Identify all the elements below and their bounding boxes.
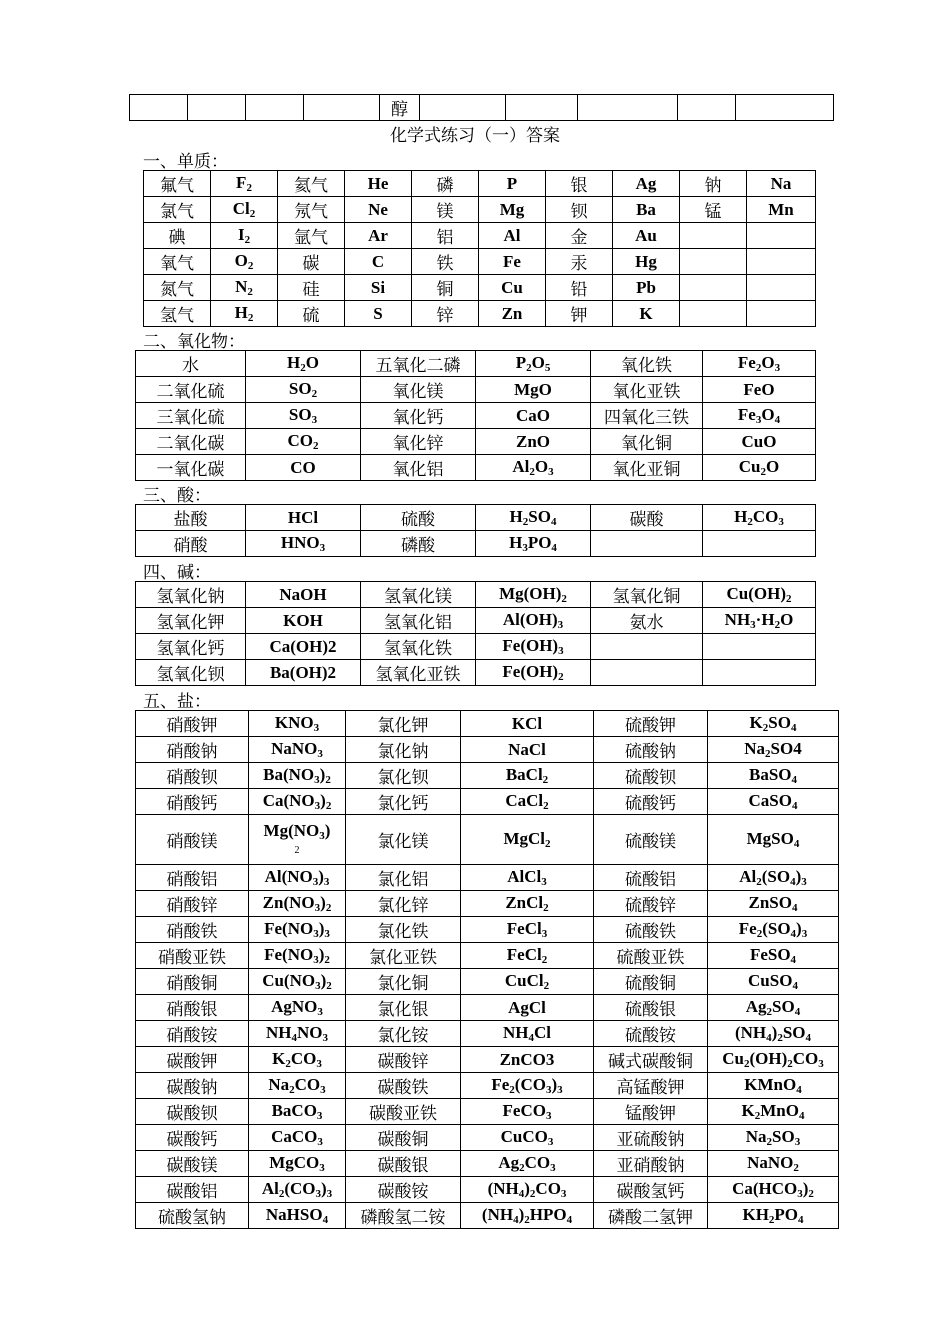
formula-cell: P [479,171,546,197]
name-cell: 氦气 [278,171,345,197]
table-row [136,815,839,865]
name-cell: 锌 [412,301,479,327]
formula-cell: FeCl$_3$ [461,917,594,943]
formula-cell: FeSO$_4$ [708,943,839,969]
salts-table [135,710,839,1229]
name-cell: 氢氧化铝 [361,608,476,634]
name-cell: 银 [546,171,613,197]
oxides-table [135,350,816,481]
name-cell: 钡 [546,197,613,223]
name-cell: 氢氧化铜 [591,582,703,608]
formula-cell: Au [613,223,680,249]
name-cell: 碳酸 [591,505,703,531]
formula-cell: $H_3PO_4$ [476,531,591,557]
formula-cell: NaNO$_2$ [708,1151,839,1177]
name-cell: 氧化锌 [361,429,476,455]
formula-cell: K [613,301,680,327]
table-row [136,891,839,917]
name-cell: 硝酸铜 [136,969,249,995]
formula-cell: Ba [613,197,680,223]
top-cell [678,95,736,121]
name-cell: 金 [546,223,613,249]
name-cell: 三氧化硫 [136,403,246,429]
name-cell [680,275,747,301]
formula-cell: NaHSO$_4$ [249,1203,346,1229]
top-cell [304,95,380,121]
formula-cell: HCl [246,505,361,531]
name-cell: 亚硝酸钠 [594,1151,708,1177]
top-cell [188,95,246,121]
formula-cell: KCl [461,711,594,737]
formula-cell: NaCl [461,737,594,763]
table-row [136,660,816,686]
name-cell: 铅 [546,275,613,301]
name-cell: 氢氧化亚铁 [361,660,476,686]
name-cell: 硝酸钾 [136,711,249,737]
name-cell: 五氧化二磷 [361,351,476,377]
name-cell: 氧化亚铁 [591,377,703,403]
name-cell: 碳酸钾 [136,1047,249,1073]
formula-cell: CuCO$_3$ [461,1125,594,1151]
name-cell: 硅 [278,275,345,301]
formula-cell: KOH [246,608,361,634]
name-cell: 碳酸镁 [136,1151,249,1177]
name-cell: 氯气 [144,197,211,223]
formula-cell: $Al(NO_3)_3$ [249,865,346,891]
formula-cell: $Cl_2$ [211,197,278,223]
name-cell: 铜 [412,275,479,301]
name-cell: 硝酸铝 [136,865,249,891]
name-cell: 硝酸锌 [136,891,249,917]
name-cell: 硝酸铁 [136,917,249,943]
name-cell: 氯化亚铁 [346,943,461,969]
acids-table [135,504,816,557]
top-cell [578,95,678,121]
name-cell [591,634,703,660]
formula-cell: Cu [479,275,546,301]
section-heading-elements: 一、单质： [143,152,228,172]
formula-cell: $(NH_4)_2HPO_4$ [461,1203,594,1229]
name-cell: 钾 [546,301,613,327]
table-row [136,737,839,763]
name-cell: 碳酸铵 [346,1177,461,1203]
formula-cell: Fe [479,249,546,275]
name-cell: 氢气 [144,301,211,327]
bases-table [135,581,816,686]
name-cell: 氧化镁 [361,377,476,403]
formula-cell: $CO_2$ [246,429,361,455]
section-heading-oxides: 二、氧化物： [143,332,245,352]
name-cell: 一氧化碳 [136,455,246,481]
formula-cell: KMnO$_4$ [708,1073,839,1099]
name-cell: 硫酸银 [594,995,708,1021]
formula-cell: $K_2MnO_4$ [708,1099,839,1125]
formula-cell: $I_2$ [211,223,278,249]
formula-cell [747,249,816,275]
formula-cell: Ag [613,171,680,197]
formula-cell: Al [479,223,546,249]
formula-cell: $Fe(OH)_2$ [476,660,591,686]
table-row [136,995,839,1021]
formula-cell: $Zn(NO_3)_2$ [249,891,346,917]
formula-cell: $K_2CO_3$ [249,1047,346,1073]
table-row [136,351,816,377]
formula-cell: MgCl$_2$ [461,815,594,865]
formula-cell: $Ag_2CO_3$ [461,1151,594,1177]
formula-cell: FeCl$_2$ [461,943,594,969]
name-cell: 水 [136,351,246,377]
table-row [136,505,816,531]
formula-cell: FeO [703,377,816,403]
name-cell: 碳酸亚铁 [346,1099,461,1125]
name-cell: 锰 [680,197,747,223]
name-cell: 亚硫酸钠 [594,1125,708,1151]
formula-cell: $Ag_2SO_4$ [708,995,839,1021]
table-row [136,608,816,634]
formula-cell [747,301,816,327]
name-cell: 硝酸钡 [136,763,249,789]
table-row [144,223,816,249]
formula-cell [747,223,816,249]
formula-cell: $F_2$ [211,171,278,197]
name-cell: 氢氧化钙 [136,634,246,660]
formula-cell: $Cu_2(OH)_2CO_3$ [708,1047,839,1073]
name-cell: 二氧化硫 [136,377,246,403]
table-row [136,531,816,557]
formula-cell: NaNO$_3$ [249,737,346,763]
formula-cell: He [345,171,412,197]
formula-cell: $Fe_2(CO_3)_3$ [461,1073,594,1099]
name-cell: 氢氧化钡 [136,660,246,686]
formula-cell: ZnSO$_4$ [708,891,839,917]
formula-cell: BaCl$_2$ [461,763,594,789]
name-cell: 硫酸镁 [594,815,708,865]
formula-cell: $Al_2(CO_3)_3$ [249,1177,346,1203]
name-cell: 硫酸铵 [594,1021,708,1047]
formula-cell: $K_2SO_4$ [708,711,839,737]
formula-cell: NaOH [246,582,361,608]
formula-cell: CuO [703,429,816,455]
formula-cell: CuSO$_4$ [708,969,839,995]
formula-cell: $NH_4Cl$ [461,1021,594,1047]
name-cell: 氖气 [278,197,345,223]
name-cell: 硫 [278,301,345,327]
name-cell [591,660,703,686]
table-row [136,455,816,481]
name-cell: 氩气 [278,223,345,249]
formula-cell: Ne [345,197,412,223]
name-cell: 硫酸钙 [594,789,708,815]
formula-cell [703,531,816,557]
name-cell: 磷 [412,171,479,197]
table-row [136,403,816,429]
name-cell: 氧化钙 [361,403,476,429]
formula-cell [747,275,816,301]
formula-cell: $H_2$ [211,301,278,327]
name-cell: 氧化亚铜 [591,455,703,481]
formula-cell: $Fe_2O_3$ [703,351,816,377]
formula-cell: Si [345,275,412,301]
formula-cell: MgSO$_4$ [708,815,839,865]
section-heading-bases: 四、碱： [143,563,211,583]
name-cell: 硫酸钠 [594,737,708,763]
formula-cell: CaSO$_4$ [708,789,839,815]
name-cell: 碳酸钙 [136,1125,249,1151]
formula-cell: $NH_4NO_3$ [249,1021,346,1047]
name-cell [680,223,747,249]
formula-cell: $Fe_3O_4$ [703,403,816,429]
name-cell: 氢氧化钠 [136,582,246,608]
name-cell: 钠 [680,171,747,197]
table-row [144,249,816,275]
name-cell: 氯化镁 [346,815,461,865]
formula-cell: $Mg(NO_3)$ 2 [249,815,346,865]
table-row [136,429,816,455]
name-cell: 磷酸二氢钾 [594,1203,708,1229]
table-row [144,171,816,197]
name-cell: 硝酸镁 [136,815,249,865]
top-cell [246,95,304,121]
section-heading-salts: 五、盐： [143,692,211,712]
name-cell: 硝酸钙 [136,789,249,815]
name-cell: 四氧化三铁 [591,403,703,429]
formula-cell: CaCO$_3$ [249,1125,346,1151]
name-cell: 硫酸氢钠 [136,1203,249,1229]
name-cell: 氯化钠 [346,737,461,763]
formula-cell [703,660,816,686]
table-row [136,865,839,891]
formula-cell: $NH_3\cdot H_2O$ [703,608,816,634]
name-cell: 氯化钡 [346,763,461,789]
name-cell: 碳酸氢钙 [594,1177,708,1203]
formula-cell: $HNO_3$ [246,531,361,557]
formula-cell: $KH_2PO_4$ [708,1203,839,1229]
name-cell: 锰酸钾 [594,1099,708,1125]
name-cell: 氯化钙 [346,789,461,815]
top-fragment-table [129,94,834,121]
name-cell: 氨水 [591,608,703,634]
name-cell: 铁 [412,249,479,275]
name-cell: 铝 [412,223,479,249]
formula-cell: Na [747,171,816,197]
name-cell: 碳酸钠 [136,1073,249,1099]
name-cell: 汞 [546,249,613,275]
name-cell: 硫酸钡 [594,763,708,789]
formula-cell: CuCl$_2$ [461,969,594,995]
formula-cell: S [345,301,412,327]
formula-cell: MgO [476,377,591,403]
formula-cell: BaCO$_3$ [249,1099,346,1125]
formula-cell: $H_2CO_3$ [703,505,816,531]
formula-cell: Mn [747,197,816,223]
formula-cell: $Ba(NO_3)_2$ [249,763,346,789]
formula-cell: CaO [476,403,591,429]
formula-cell: $Fe(NO_3)_2$ [249,943,346,969]
table-row [136,1151,839,1177]
formula-cell: Hg [613,249,680,275]
formula-cell: $Ca(HCO_3)_2$ [708,1177,839,1203]
name-cell: 硫酸铝 [594,865,708,891]
formula-cell: $Fe_2(SO_4)_3$ [708,917,839,943]
table-row [136,943,839,969]
formula-cell: $Cu(OH)_2$ [703,582,816,608]
formula-cell: $SO_3$ [246,403,361,429]
name-cell: 硝酸银 [136,995,249,1021]
formula-cell: $Cu(NO_3)_2$ [249,969,346,995]
table-row [136,969,839,995]
name-cell: 氧化铝 [361,455,476,481]
formula-cell: $Na_2CO_3$ [249,1073,346,1099]
name-cell: 碱式碳酸铜 [594,1047,708,1073]
name-cell: 硫酸 [361,505,476,531]
table-row [136,1125,839,1151]
name-cell: 碳酸铜 [346,1125,461,1151]
formula-cell: CO [246,455,361,481]
table-row [136,377,816,403]
top-cell [506,95,578,121]
table-row [144,197,816,223]
name-cell: 碘 [144,223,211,249]
name-cell: 硝酸钠 [136,737,249,763]
formula-cell: C [345,249,412,275]
formula-cell: Ba(OH)2 [246,660,361,686]
table-row [136,917,839,943]
formula-cell: $SO_2$ [246,377,361,403]
formula-cell: $Al_2(SO_4)_3$ [708,865,839,891]
formula-cell: Pb [613,275,680,301]
formula-cell: CaCl$_2$ [461,789,594,815]
name-cell: 氧气 [144,249,211,275]
name-cell: 氢氧化镁 [361,582,476,608]
top-cell [420,95,506,121]
formula-cell: $Na_2SO4$ [708,737,839,763]
formula-cell: Ar [345,223,412,249]
name-cell [680,301,747,327]
formula-cell: AgCl [461,995,594,1021]
table-row [136,1021,839,1047]
table-row [136,634,816,660]
formula-cell: $Al_2O_3$ [476,455,591,481]
formula-cell [703,634,816,660]
formula-cell: $N_2$ [211,275,278,301]
name-cell: 硫酸亚铁 [594,943,708,969]
name-cell: 氢氧化钾 [136,608,246,634]
table-row [136,789,839,815]
name-cell: 碳酸铁 [346,1073,461,1099]
name-cell: 碳酸银 [346,1151,461,1177]
formula-cell: MgCO$_3$ [249,1151,346,1177]
name-cell: 氯化铵 [346,1021,461,1047]
table-row [136,1177,839,1203]
formula-cell: $(NH_4)_2SO_4$ [708,1021,839,1047]
name-cell: 氟气 [144,171,211,197]
name-cell: 碳酸铝 [136,1177,249,1203]
top-cell [130,95,188,121]
formula-cell: $Fe(OH)_3$ [476,634,591,660]
name-cell [591,531,703,557]
name-cell: 硝酸亚铁 [136,943,249,969]
name-cell: 碳 [278,249,345,275]
name-cell: 氯化锌 [346,891,461,917]
name-cell: 硫酸铁 [594,917,708,943]
formula-cell: Mg [479,197,546,223]
name-cell: 氯化钾 [346,711,461,737]
name-cell: 氧化铜 [591,429,703,455]
name-cell: 硝酸铵 [136,1021,249,1047]
formula-cell: ZnCl$_2$ [461,891,594,917]
table-row [136,711,839,737]
elements-table [143,170,816,327]
table-row [144,275,816,301]
formula-cell: $Al(OH)_3$ [476,608,591,634]
name-cell: 磷酸氢二铵 [346,1203,461,1229]
table-row [136,1203,839,1229]
formula-cell: BaSO$_4$ [708,763,839,789]
section-heading-acids: 三、酸： [143,486,211,506]
name-cell: 硫酸锌 [594,891,708,917]
name-cell: 高锰酸钾 [594,1073,708,1099]
table-row [144,301,816,327]
formula-cell: $H_2O$ [246,351,361,377]
name-cell: 氯化铜 [346,969,461,995]
formula-cell: Zn [479,301,546,327]
top-cell [736,95,834,121]
name-cell: 氯化铁 [346,917,461,943]
formula-cell: Ca(OH)2 [246,634,361,660]
formula-cell: $P_2O_5$ [476,351,591,377]
name-cell: 氯化银 [346,995,461,1021]
name-cell: 氮气 [144,275,211,301]
top-cell: 醇 [380,95,420,121]
name-cell: 硫酸铜 [594,969,708,995]
name-cell: 硝酸 [136,531,246,557]
formula-cell: $H_2SO_4$ [476,505,591,531]
formula-cell: $Fe(NO_3)_3$ [249,917,346,943]
formula-cell: $Mg(OH)_2$ [476,582,591,608]
name-cell: 碳酸锌 [346,1047,461,1073]
formula-cell: $Na_2SO_3$ [708,1125,839,1151]
name-cell: 氢氧化铁 [361,634,476,660]
table-row [136,763,839,789]
table-row [136,1099,839,1125]
formula-cell: $(NH_4)_2CO_3$ [461,1177,594,1203]
name-cell: 镁 [412,197,479,223]
name-cell: 氯化铝 [346,865,461,891]
name-cell: 盐酸 [136,505,246,531]
formula-cell: $Ca(NO_3)_2$ [249,789,346,815]
name-cell [680,249,747,275]
table-row [136,582,816,608]
formula-cell: $Cu_2O$ [703,455,816,481]
table-row [136,1073,839,1099]
name-cell: 碳酸钡 [136,1099,249,1125]
table-row [136,1047,839,1073]
page-title: 化学式练习（一）答案 [390,126,560,146]
formula-cell: $KNO_3$ [249,711,346,737]
name-cell: 二氧化碳 [136,429,246,455]
name-cell: 氧化铁 [591,351,703,377]
formula-cell: AgNO$_3$ [249,995,346,1021]
name-cell: 硫酸钾 [594,711,708,737]
formula-cell: FeCO$_3$ [461,1099,594,1125]
formula-cell: ZnCO3 [461,1047,594,1073]
formula-cell: ZnO [476,429,591,455]
formula-cell: AlCl$_3$ [461,865,594,891]
name-cell: 磷酸 [361,531,476,557]
formula-cell: $O_2$ [211,249,278,275]
